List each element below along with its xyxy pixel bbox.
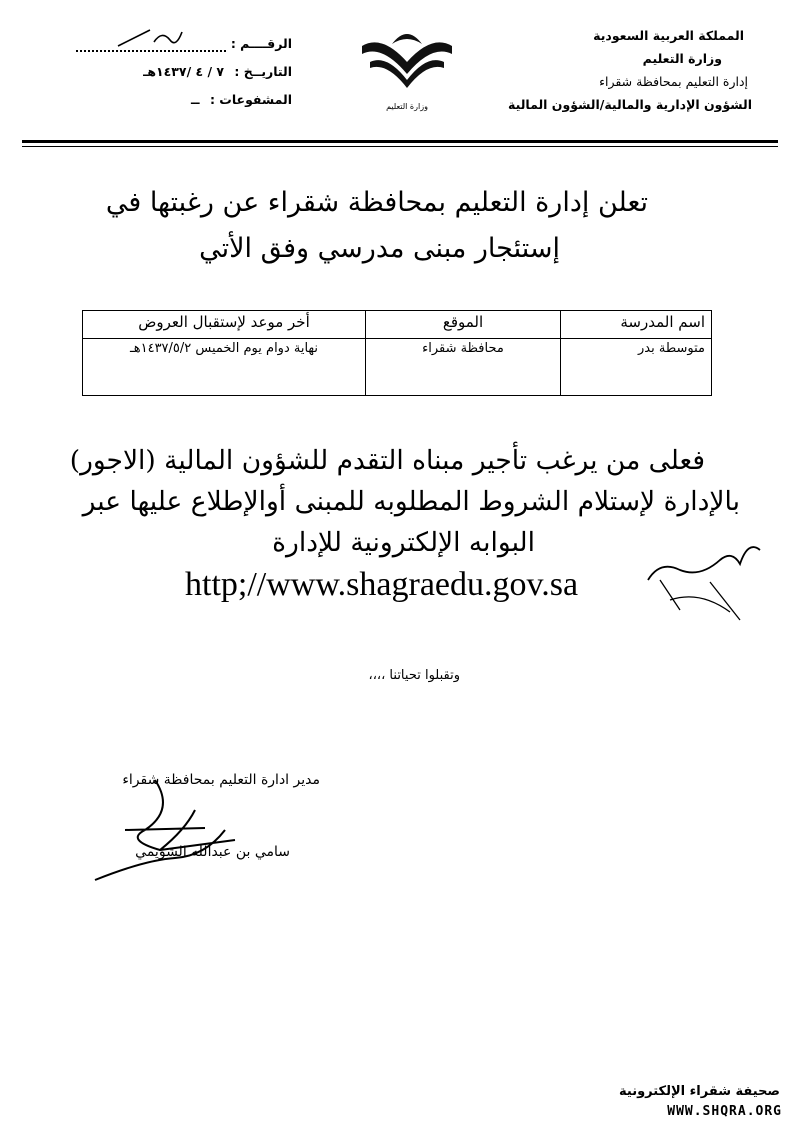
header-divider: [22, 140, 778, 143]
table-header-row: [83, 311, 712, 339]
newspaper-name: صحيفة شقراء الإلكترونية: [619, 1084, 780, 1099]
signatory-name: سامي بن عبدالله الشويمي: [135, 844, 290, 860]
title-line-2: إستئجار مبنى مدرسي وفق الأتي: [199, 233, 560, 264]
attachments-value: ــ: [191, 92, 200, 107]
date-value: ٧ / ٤ /١٤٣٧هـ: [143, 64, 225, 79]
body-line-2: بالإدارة لإستلام الشروط المطلوبه للمبنى أوالإطلاع عليها عبر: [82, 486, 740, 517]
body-paragraph: [60, 440, 740, 563]
closing-regards: وتقبلوا تحياتنا ،،،،: [368, 668, 460, 683]
section-name: الشؤون الإدارية والمالية/الشؤون المالية: [508, 97, 752, 112]
department-name: إدارة التعليم بمحافظة شقراء: [599, 74, 748, 89]
body-line-1: فعلى من يرغب تأجير مبناه التقدم للشؤون المالية (الاجور): [69, 445, 705, 476]
signatory-title: مدير ادارة التعليم بمحافظة شقراء: [122, 772, 320, 788]
handwritten-signature: [85, 770, 265, 900]
newspaper-url: WWW.SHQRA.ORG: [667, 1104, 782, 1119]
attachments-row: [62, 86, 292, 114]
cell-deadline: نهاية دوام يوم الخميس ١٤٣٧/٥/٢هـ: [83, 339, 366, 396]
country-name: المملكة العربية السعودية: [593, 28, 744, 43]
logo-text: وزارة التعليم: [386, 102, 428, 111]
title-line-1: تعلن إدارة التعليم بمحافظة شقراء عن رغبتها في: [105, 187, 648, 218]
header-school-name: اسم المدرسة: [561, 311, 712, 339]
portal-url[interactable]: http;//www.shagraedu.gov.sa: [185, 566, 579, 603]
building-table: [82, 310, 712, 396]
cell-school-name: متوسطة بدر: [561, 339, 712, 396]
announcement-title: [100, 180, 648, 272]
table-row: [83, 339, 712, 396]
header-deadline: أخر موعد لإستقبال العروض: [83, 311, 366, 339]
ministry-header: [492, 24, 752, 116]
handwritten-number: [110, 22, 200, 54]
book-logo-icon: [352, 24, 462, 104]
ministry-name: وزارة التعليم: [642, 51, 722, 66]
ministry-logo: [352, 24, 462, 124]
attachments-label: المشفوعات :: [209, 92, 292, 107]
body-line-3: البوابه الإلكترونية للإدارة: [272, 527, 535, 558]
header-divider-thin: [22, 146, 778, 147]
date-label: التاريــخ :: [234, 64, 292, 79]
date-row: [62, 58, 292, 86]
header-location: الموقع: [366, 311, 561, 339]
margin-annotation: [640, 520, 780, 630]
number-label: الرقــــم :: [230, 36, 292, 51]
cell-location: محافظة شقراء: [366, 339, 561, 396]
